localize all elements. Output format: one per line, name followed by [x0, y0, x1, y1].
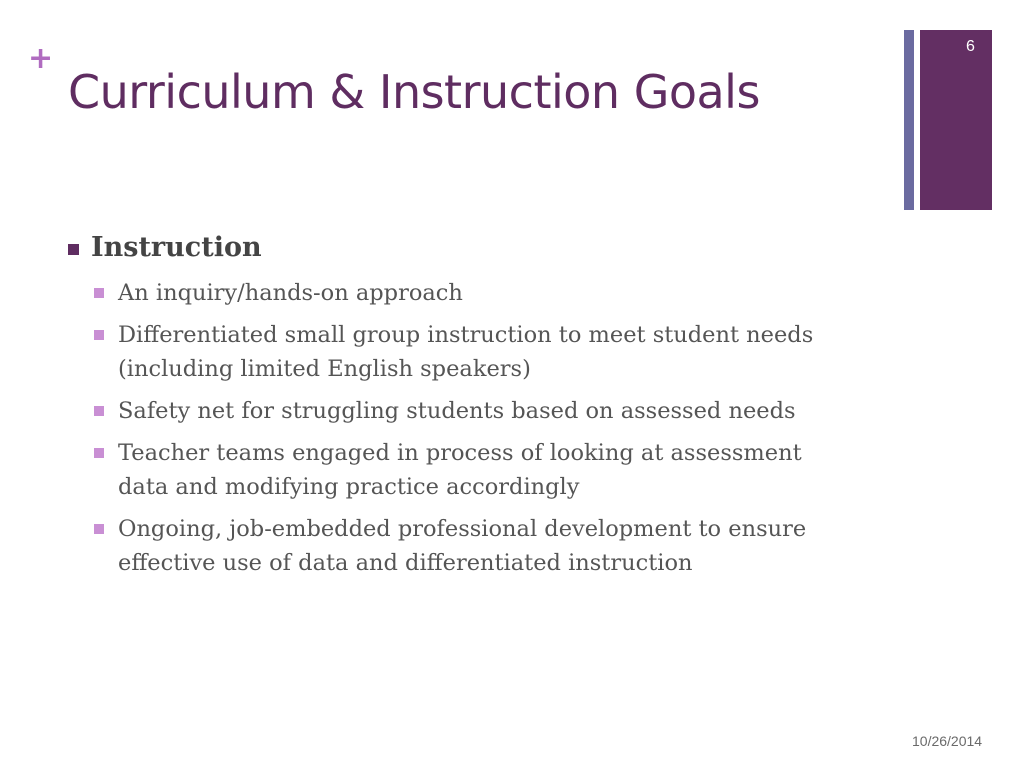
list-item-text: Differentiated small group instruction to meet student needs (including limited English speakers): [118, 322, 814, 382]
slide-title: Curriculum & Instruction Goals: [68, 65, 760, 119]
list-item-text: An inquiry/hands-on approach: [118, 280, 463, 306]
square-bullet-icon: [68, 244, 79, 255]
list-item: [94, 436, 908, 504]
slide-date: 10/26/2014: [912, 733, 983, 749]
slide-body: [68, 228, 908, 588]
accent-bar-thin: [904, 30, 914, 210]
section-heading: Instruction: [91, 232, 262, 263]
list-item: [94, 512, 908, 580]
square-bullet-icon: [94, 288, 104, 298]
plus-icon: +: [28, 41, 54, 76]
bullet-sublist: [94, 276, 908, 580]
square-bullet-icon: [94, 406, 104, 416]
accent-bar-wide: [920, 30, 992, 210]
list-item: [94, 318, 908, 386]
slide-number: 6: [966, 38, 975, 55]
square-bullet-icon: [94, 524, 104, 534]
list-item-text: Safety net for struggling students based on assessed needs: [118, 398, 796, 424]
list-item-text: Teacher teams engaged in process of looking at assessment data and modifying practice accordingly: [118, 440, 802, 500]
list-item-text: Ongoing, job-embedded professional development to ensure effective use of data and differentiated instruction: [118, 516, 807, 576]
bullet-level1: [68, 228, 908, 268]
list-item: [94, 394, 908, 428]
square-bullet-icon: [94, 448, 104, 458]
list-item: [94, 276, 908, 310]
square-bullet-icon: [94, 330, 104, 340]
